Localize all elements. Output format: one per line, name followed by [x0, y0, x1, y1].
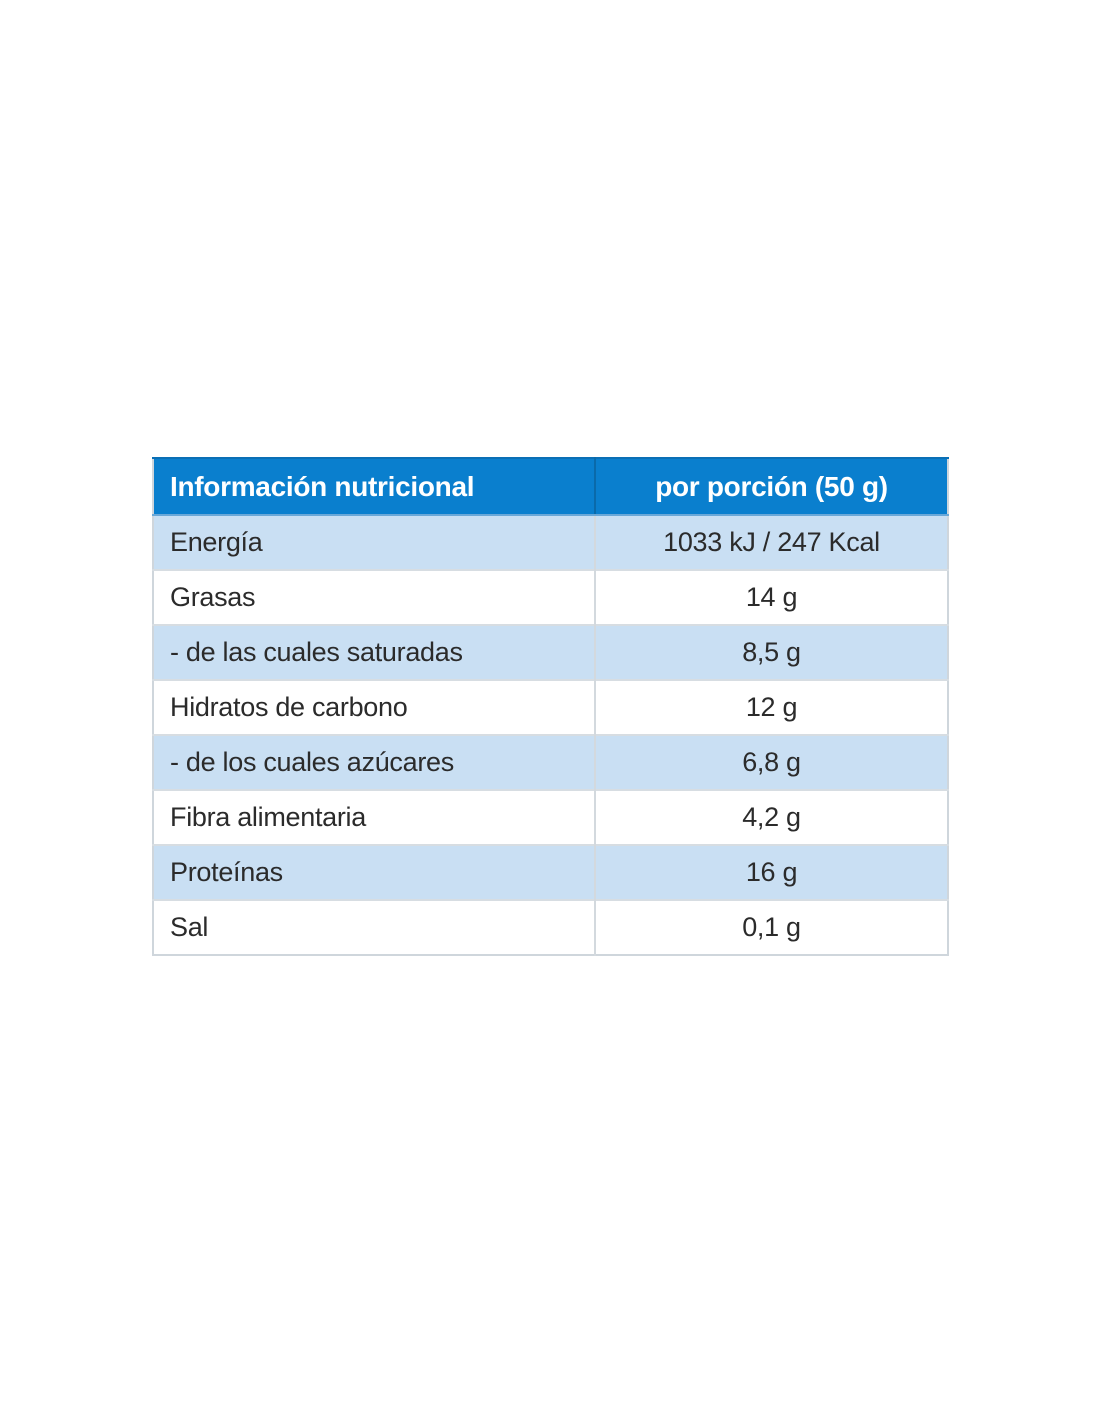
row-value: 14 g	[595, 570, 948, 625]
table-row-proteinas	[153, 845, 948, 900]
row-value: 16 g	[595, 845, 948, 900]
row-label: Energía	[153, 515, 595, 570]
row-label: Hidratos de carbono	[153, 680, 595, 735]
row-value: 8,5 g	[595, 625, 948, 680]
row-value: 6,8 g	[595, 735, 948, 790]
header-nutrient-label: Información nutricional	[153, 458, 595, 515]
row-label: Fibra alimentaria	[153, 790, 595, 845]
row-label: Sal	[153, 900, 595, 955]
table-row-fibra	[153, 790, 948, 845]
table-row-azucares	[153, 735, 948, 790]
row-value: 12 g	[595, 680, 948, 735]
table-header-row	[153, 458, 948, 515]
row-value: 1033 kJ / 247 Kcal	[595, 515, 948, 570]
table-row-hidratos	[153, 680, 948, 735]
header-serving-label: por porción (50 g)	[595, 458, 948, 515]
table-row-sal	[153, 900, 948, 955]
row-label: Grasas	[153, 570, 595, 625]
table-row-energia	[153, 515, 948, 570]
row-value: 4,2 g	[595, 790, 948, 845]
table-row-saturadas	[153, 625, 948, 680]
row-label: - de las cuales saturadas	[153, 625, 595, 680]
row-label: Proteínas	[153, 845, 595, 900]
table-row-grasas	[153, 570, 948, 625]
nutrition-facts-table	[152, 457, 949, 956]
row-value: 0,1 g	[595, 900, 948, 955]
row-label: - de los cuales azúcares	[153, 735, 595, 790]
